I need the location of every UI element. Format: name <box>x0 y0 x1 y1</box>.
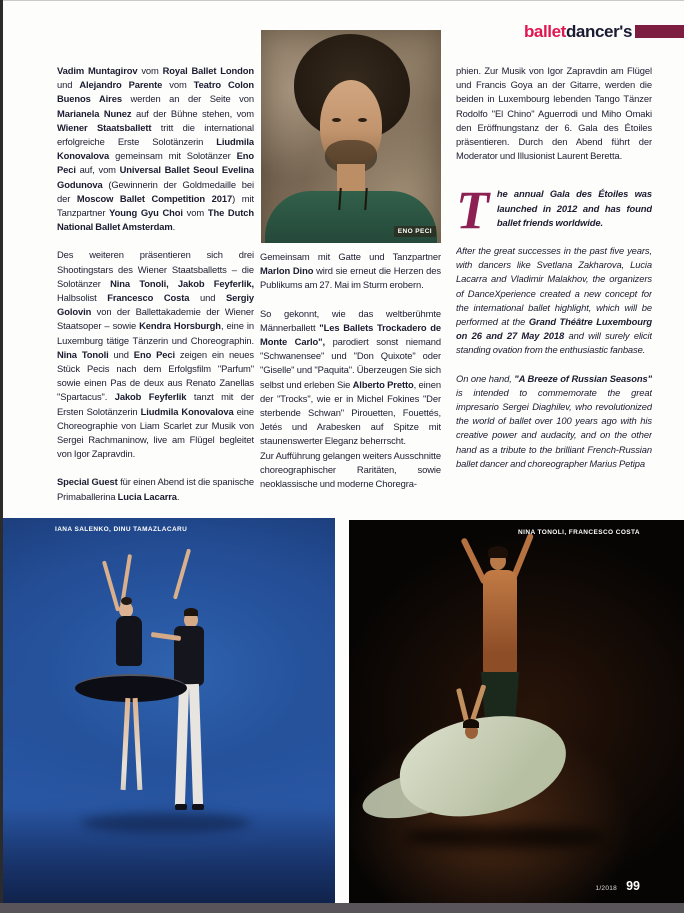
ballerina-hair-shape <box>121 597 132 605</box>
lead-quote-text: he annual Gala des Étoiles was launched in 2012 and has found ballet friends worldwide. <box>496 188 652 228</box>
dropcap-letter: T <box>456 180 489 241</box>
female-dancer-hair-shape <box>463 719 479 728</box>
ballerina-leg-shape <box>121 698 131 790</box>
photo-tonoli-costa <box>349 520 684 903</box>
female-dancer-dress-shape <box>394 708 572 824</box>
issue-label: 1/2018 <box>595 885 618 892</box>
portrait-eye-shape <box>332 118 341 122</box>
male-dancer-torso-shape <box>483 570 517 674</box>
paragraph: Vadim Muntagirov vom Royal Ballet London und Alejandro Parente vom Teatro Colon Buenos Aires werden an der Seite von Marianela Nunez auf der Bühne stehen, vom Wiener Staatsballett tritt die international erfolgreiche Erste Solotänzerin Liudmila Konovalova gemeinsam mit Solotänzer Eno Peci auf, vom Universal Ballet Seoul Evelina Godunova (Gewinnerin der Goldmedaille bei der Moscow Ballet Competition 2017) mit Tanzpartner Young Gyu Choi vom The Dutch National Ballet Amsterdam. <box>57 65 254 233</box>
paragraph: Special Guest für einen Abend ist die spanische Primaballerina Lucia Lacarra. <box>57 476 254 502</box>
paragraph: Des weiteren präsentieren sich drei Shootingstars des Wiener Staatsballetts – die Solotänzer Nina Tonoli, Jakob Feyferlik, Halbsolist Francesco Costa und Sergiy Golovin von der Ballettakademie der Wiener Staatsoper – sowie Kendra Horsburgh, eine in Luxemburg tätige Tänzerin und Choreographin. Nina Tonoli und Eno Peci zeigen ein neues Stück Pecis nach dem Erfolgsfilm "Parfum" sowie einen Pas de deux aus Renato Zanellas "Spartacus". Jakob Feyferlik tanzt mit der Ersten Solotänzerin Liudmila Konovalova eine Choreographie von Liam Scarlet zur Musik von Sergei Rachmaninow, live am Flügel begleitet von Igor Zapravdin. <box>57 249 254 460</box>
photo-caption-salenko-tamazlacaru: IANA SALENKO, DINU TAMAZLACARU <box>55 526 188 533</box>
portrait-eye-shape <box>358 118 367 122</box>
paragraph: On one hand, "A Breeze of Russian Seasons" is intended to commemorate the great impresario Sergei Diaghilev, who revolutionized the world of ballet over 100 years ago with his creative power and audacity, and on the other hand as a tribute to the brilliant French-Russian ballet dancer and choreographer Marius Petipa <box>456 372 652 469</box>
partner-shoe-shape <box>175 804 187 810</box>
partner-hair-shape <box>184 608 198 616</box>
dancer-shadow-shape <box>404 825 604 849</box>
page-footer <box>595 879 640 893</box>
page-number: 99 <box>626 879 640 893</box>
male-dancer-hair-shape <box>488 546 508 558</box>
dancer-shadow-shape <box>81 813 251 833</box>
photo-caption-eno-peci: ENO PECI <box>394 226 436 237</box>
brand-ballet: ballet <box>523 22 566 41</box>
partner-leg-shape <box>175 684 189 806</box>
portrait-necklace-shape <box>338 188 368 210</box>
ballerina-arm-shape <box>102 560 120 611</box>
paragraph: phien. Zur Musik von Igor Zapravdin am Flügel und Francis Goya an der Gitarre, werden die beiden in Luxembourg lebenden Tango Tänzer Rodolfo "El Chino" Aguerrodi und Miho Omaki den Eröffnungstanz der 6. Gala des Étoiles präsentieren. Durch den Abend führt der Moderator und Illusionist Laurent Beretta. <box>456 65 652 162</box>
brand-dancers: dancer's <box>565 22 632 41</box>
paragraph: After the great successes in the past five years, with dancers like Svetlana Zakharova, Lucia Lacarra and Vladimir Malakhov, the organizers of DanceXperience created a new concept for the international ballet highlight, which will be performed at the Grand Théâtre Luxembourg on 26 and 27 May 2018 and will surely elicit standing ovation from the enthusiastic fanbase. <box>456 245 652 356</box>
column-right <box>456 64 652 516</box>
paragraph: Zur Aufführung gelangen weiters Ausschnitte choreographischer Raritäten, sowie neoklassische und moderne Choregra- <box>260 449 441 490</box>
column-left <box>57 64 254 514</box>
photo-caption-tonoli-costa: NINA TONOLI, FRANCESCO COSTA <box>518 529 640 536</box>
magazine-brand <box>524 24 632 39</box>
ballerina-leg-shape <box>133 698 143 790</box>
photo-eno-peci <box>261 30 441 243</box>
paragraph: Gemeinsam mit Gatte und Tanzpartner Marlon Dino wird sie erneut die Herzen des Publikums am 27. Mai im Sturm erobern. <box>260 251 441 291</box>
ballerina-bodice-shape <box>116 616 142 666</box>
page-edge-top <box>0 0 684 1</box>
masthead-bar <box>635 25 684 38</box>
lead-quote <box>456 180 652 241</box>
photo-salenko-tamazlacaru <box>3 518 335 903</box>
partner-leg-shape <box>189 684 203 806</box>
page-edge-bottom <box>0 903 684 913</box>
partner-arm-shape <box>173 548 191 599</box>
column-middle <box>260 250 441 516</box>
paragraph: So gekonnt, wie das weltberühmte Männerballett "Les Ballets Trockadero de Monte Carlo", parodiert sonst niemand "Schwanensee" und "Don Quixote" oder "Giselle" und "Paquita". Überzeugen Sie sich selbst und erleben Sie Alberto Pretto, einen der "Trocks", wie er in Michel Fokines "Der sterbende Schwan" Pirouetten, Fouettés, Jetés und Arabesken auf Spitze mit staunenswerter Eleganz beherrscht. <box>260 307 441 447</box>
masthead <box>524 24 684 39</box>
ballerina-tutu-shape <box>75 674 187 702</box>
partner-shoe-shape <box>192 804 204 810</box>
